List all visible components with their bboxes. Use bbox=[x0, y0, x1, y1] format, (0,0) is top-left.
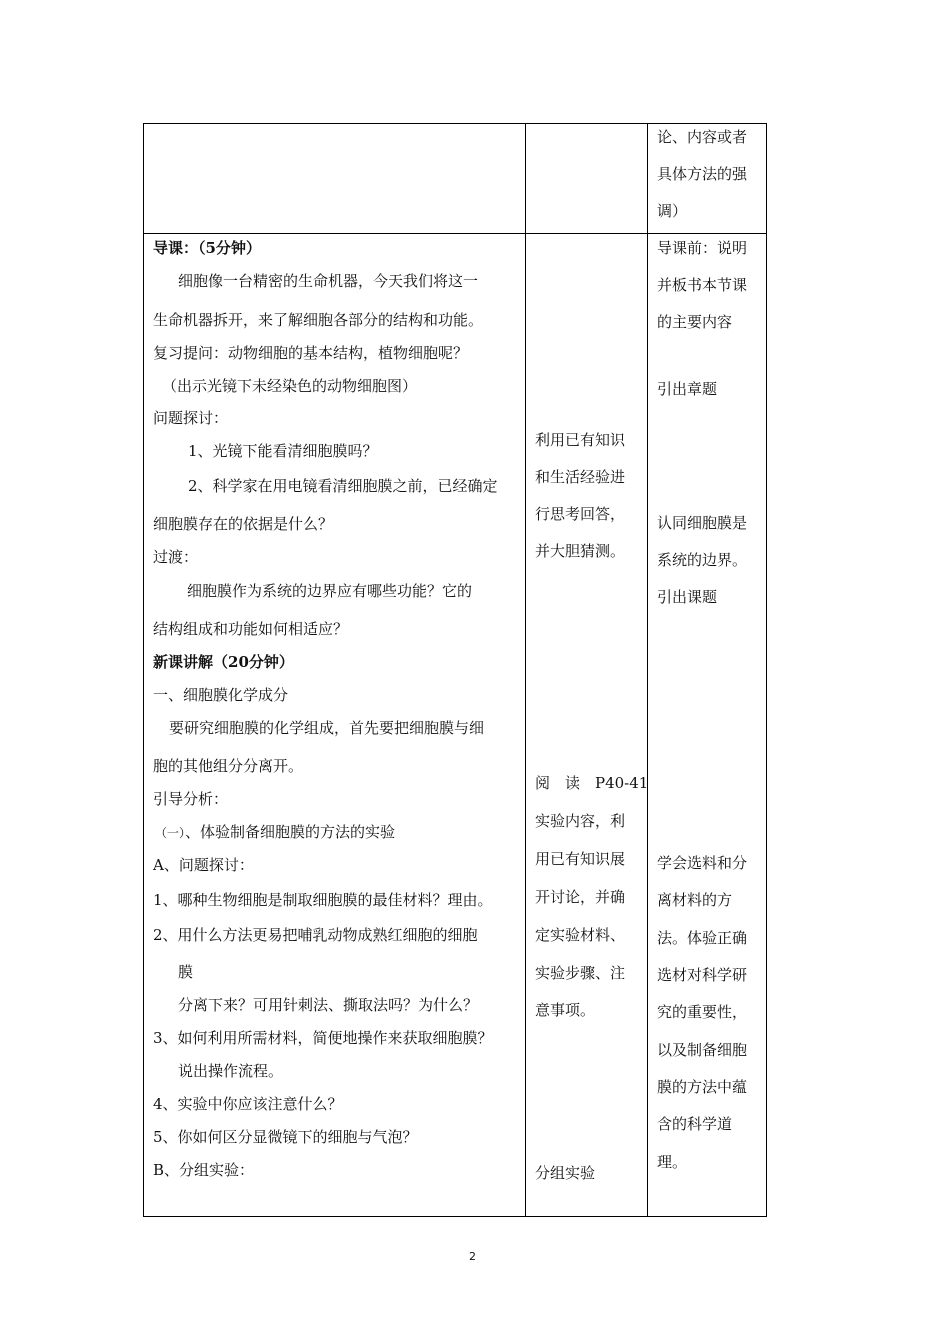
intro-paragraph-line-1: 细胞像一台精密的生命机器，今天我们将这一 bbox=[178, 272, 479, 290]
part-a-question-2-line-3: 分离下来？可用针刺法、撕取法吗？为什么？ bbox=[178, 996, 479, 1014]
design-intent-3-line-2: 离材料的方 bbox=[657, 891, 733, 909]
design-intent-3-line-9: 理。 bbox=[657, 1153, 688, 1171]
student-activity-2-line-2: 实验内容，利 bbox=[535, 812, 626, 830]
page-number: 2 bbox=[469, 1250, 476, 1263]
table-top-border bbox=[143, 123, 767, 124]
table-bottom-border bbox=[143, 1216, 767, 1217]
student-activity-1-line-3: 行思考回答， bbox=[535, 505, 626, 523]
student-activity-2-line-5: 定实验材料、 bbox=[535, 926, 626, 944]
student-activity-1-line-2: 和生活经验进 bbox=[535, 468, 626, 486]
part-b-heading: B、分组实验： bbox=[153, 1161, 255, 1179]
part-a-question-5: 5、你如何区分显微镜下的细胞与气泡？ bbox=[153, 1128, 418, 1146]
guide-label: 引导分析： bbox=[153, 790, 229, 808]
top-right-line-2: 具体方法的强 bbox=[657, 165, 748, 183]
question-2-line-1: 2、科学家在用电镜看清细胞膜之前，已经确定 bbox=[188, 477, 498, 495]
section-1-paragraph-line-2: 胞的其他组分分离开。 bbox=[153, 757, 304, 775]
section-1-paragraph-line-1: 要研究细胞膜的化学组成，首先要把细胞膜与细 bbox=[169, 719, 485, 737]
transition-line-1: 细胞膜作为系统的边界应有哪些功能？它的 bbox=[187, 582, 473, 600]
design-intent-3-line-7: 膜的方法中蕴 bbox=[657, 1078, 748, 1096]
intro-paragraph-line-2: 生命机器拆开，来了解细胞各部分的结构和功能。 bbox=[153, 311, 484, 329]
student-activity-2-line-4: 开讨论，并确 bbox=[535, 888, 626, 906]
student-activity-2-line-3: 用已有知识展 bbox=[535, 850, 626, 868]
question-1: 1、光镜下能看清细胞膜吗？ bbox=[188, 442, 378, 460]
subsection-1-prefix: （一） bbox=[155, 826, 186, 840]
student-activity-2-line-6: 实验步骤、注 bbox=[535, 964, 626, 982]
student-activity-1-line-1: 利用已有知识 bbox=[535, 431, 626, 449]
top-right-line-1: 论、内容或者 bbox=[657, 128, 748, 146]
design-intent-3-line-3: 法。体验正确 bbox=[657, 929, 748, 947]
new-lesson-heading: 新课讲解（20分钟） bbox=[153, 653, 294, 671]
row-divider bbox=[143, 233, 767, 234]
design-intent-3-line-8: 含的科学道 bbox=[657, 1115, 733, 1133]
design-intent-1-line-3: 的主要内容 bbox=[657, 313, 733, 331]
design-intent-3-line-5: 究的重要性， bbox=[657, 1003, 748, 1021]
part-a-question-2-line-2: 膜 bbox=[178, 963, 194, 981]
discussion-label: 问题探讨： bbox=[153, 409, 229, 427]
part-a-question-4: 4、实验中你应该注意什么？ bbox=[153, 1095, 343, 1113]
part-a-heading: A、问题探讨： bbox=[153, 856, 254, 874]
student-activity-1-line-4: 并大胆猜测。 bbox=[535, 542, 626, 560]
design-intent-2-line-3: 引出课题 bbox=[657, 588, 718, 606]
transition-line-2: 结构组成和功能如何相适应？ bbox=[153, 620, 349, 638]
table-right-border bbox=[766, 123, 767, 1217]
column-divider-2 bbox=[647, 123, 648, 1217]
transition-label: 过渡： bbox=[153, 548, 199, 566]
group-experiment-label: 分组实验 bbox=[535, 1164, 596, 1182]
lead-chapter: 引出章题 bbox=[657, 380, 718, 398]
question-2-line-2: 细胞膜存在的依据是什么？ bbox=[153, 515, 334, 533]
design-intent-3-line-1: 学会选料和分 bbox=[657, 854, 748, 872]
design-intent-1-line-1: 导课前：说明 bbox=[657, 239, 748, 257]
subsection-1-text: 、体验制备细胞膜的方法的实验 bbox=[185, 823, 396, 841]
design-intent-2-line-1: 认同细胞膜是 bbox=[657, 514, 748, 532]
student-activity-2-line-1: 阅 读 P40-41 bbox=[535, 774, 649, 792]
section-1-title: 一、细胞膜化学成分 bbox=[153, 686, 289, 704]
part-a-question-3-line-1: 3、如何利用所需材料，简便地操作来获取细胞膜？ bbox=[153, 1029, 493, 1047]
review-question: 复习提问：动物细胞的基本结构，植物细胞呢？ bbox=[153, 344, 469, 362]
part-a-question-2-line-1: 2、用什么方法更易把哺乳动物成熟红细胞的细胞 bbox=[153, 926, 478, 944]
intro-heading: 导课：（5分钟） bbox=[153, 239, 261, 257]
student-activity-2-line-7: 意事项。 bbox=[535, 1001, 596, 1019]
top-right-line-3: 调） bbox=[657, 202, 688, 220]
column-divider-1 bbox=[525, 123, 526, 1217]
part-a-question-1: 1、哪种生物细胞是制取细胞膜的最佳材料？理由。 bbox=[153, 891, 493, 909]
table-left-border bbox=[143, 123, 144, 1217]
subsection-1-title bbox=[155, 822, 395, 843]
part-a-question-3-line-2: 说出操作流程。 bbox=[178, 1062, 284, 1080]
design-intent-1-line-2: 并板书本节课 bbox=[657, 276, 748, 294]
show-image-note: （出示光镜下未经染色的动物细胞图） bbox=[162, 377, 418, 395]
design-intent-2-line-2: 系统的边界。 bbox=[657, 551, 748, 569]
design-intent-3-line-4: 选材对科学研 bbox=[657, 966, 748, 984]
design-intent-3-line-6: 以及制备细胞 bbox=[657, 1041, 748, 1059]
